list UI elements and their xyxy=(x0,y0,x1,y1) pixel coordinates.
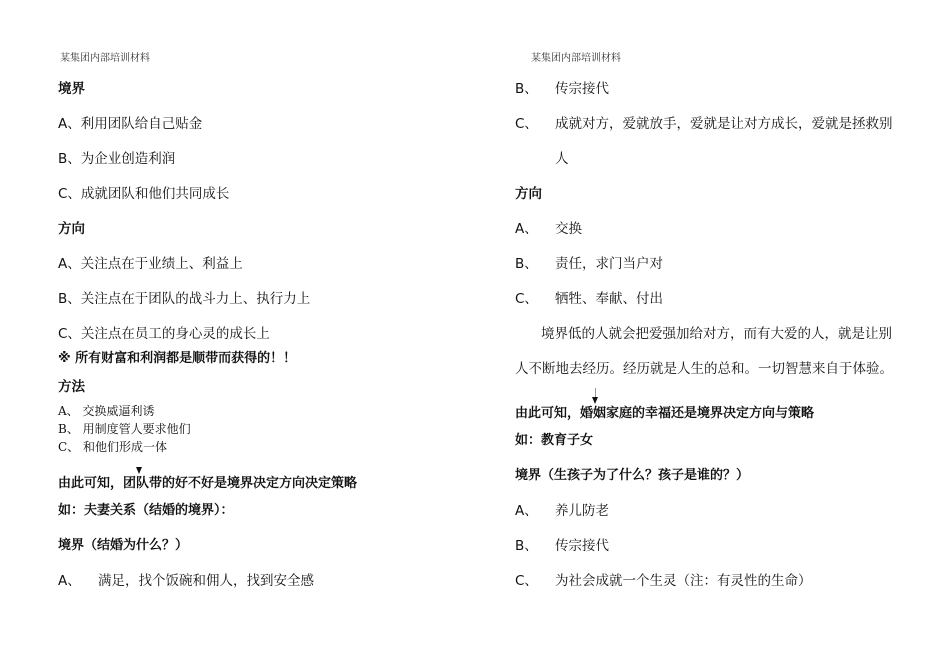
list-item-label: B、 xyxy=(515,81,538,97)
list-item-label: A、 xyxy=(515,221,538,237)
conclusion-line: 由此可知，团队带的好不好是境界决定方向决定策略 xyxy=(58,476,358,491)
list-item: B、 用制度管人要求他们 xyxy=(58,422,191,436)
list-item: 成就对方，爱就放手，爱就是让对方成长，爱就是拯救别 xyxy=(555,116,893,132)
arrow-down-icon xyxy=(592,397,598,404)
paragraph-line: 境界低的人就会把爱强加给对方，而有大爱的人，就是让别 xyxy=(541,326,892,342)
list-item: 牺牲、奉献、付出 xyxy=(555,291,663,307)
section-title-fangxiang: 方向 xyxy=(58,221,85,237)
list-item: 为社会成就一个生灵（注：有灵性的生命） xyxy=(555,573,812,589)
example-line: 如：夫妻关系（结婚的境界）： xyxy=(58,503,234,518)
section-title-jingjie: 境界 xyxy=(58,81,85,97)
section-title-marriage: 境界（结婚为什么？） xyxy=(58,538,189,553)
list-item: C、关注点在员工的身心灵的成长上 xyxy=(58,326,270,342)
list-item: B、为企业创造利润 xyxy=(58,151,176,167)
example-line: 如：教育子女 xyxy=(515,433,594,448)
list-item-label: C、 xyxy=(515,116,538,132)
list-item: A、利用团队给自己贴金 xyxy=(58,116,203,132)
conclusion-line: 由此可知，婚姻家庭的幸福还是境界决定方向与策略 xyxy=(515,406,815,421)
list-item-label: B、 xyxy=(515,538,538,554)
section-title-fangfa: 方法 xyxy=(58,379,85,395)
list-item: 满足，找个饭碗和佣人，找到安全感 xyxy=(98,573,314,589)
section-title-fangxiang: 方向 xyxy=(515,186,542,202)
list-item-label: A、 xyxy=(58,573,81,589)
list-item: A、 交换威逼利诱 xyxy=(58,404,155,418)
cursor-mark xyxy=(595,388,596,397)
page-header: 某集团内部培训材料 xyxy=(531,53,621,64)
list-item: C、成就团队和他们共同成长 xyxy=(58,186,230,202)
list-item-label: B、 xyxy=(515,256,538,272)
list-item-continuation: 人 xyxy=(555,151,569,167)
note-line: ※ 所有财富和利润都是顺带而获得的！！ xyxy=(58,351,297,366)
list-item-label: C、 xyxy=(515,573,538,589)
list-item: 责任，求门当户对 xyxy=(555,256,663,272)
list-item: 养儿防老 xyxy=(555,503,609,519)
list-item: B、关注点在于团队的战斗力上、执行力上 xyxy=(58,291,311,307)
list-item-label: C、 xyxy=(515,291,538,307)
arrow-down-icon xyxy=(136,467,142,474)
list-item-label: A、 xyxy=(515,503,538,519)
right-page xyxy=(475,0,950,672)
list-item: 传宗接代 xyxy=(555,538,609,554)
section-title-child: 境界（生孩子为了什么？孩子是谁的？） xyxy=(515,468,750,483)
list-item: 传宗接代 xyxy=(555,81,609,97)
page-header: 某集团内部培训材料 xyxy=(60,53,150,64)
list-item: A、关注点在于业绩上、利益上 xyxy=(58,256,243,272)
list-item: C、 和他们形成一体 xyxy=(58,440,167,454)
paragraph-line: 人不断地去经历。经历就是人生的总和。一切智慧来自于体验。 xyxy=(515,361,893,377)
list-item: 交换 xyxy=(555,221,582,237)
